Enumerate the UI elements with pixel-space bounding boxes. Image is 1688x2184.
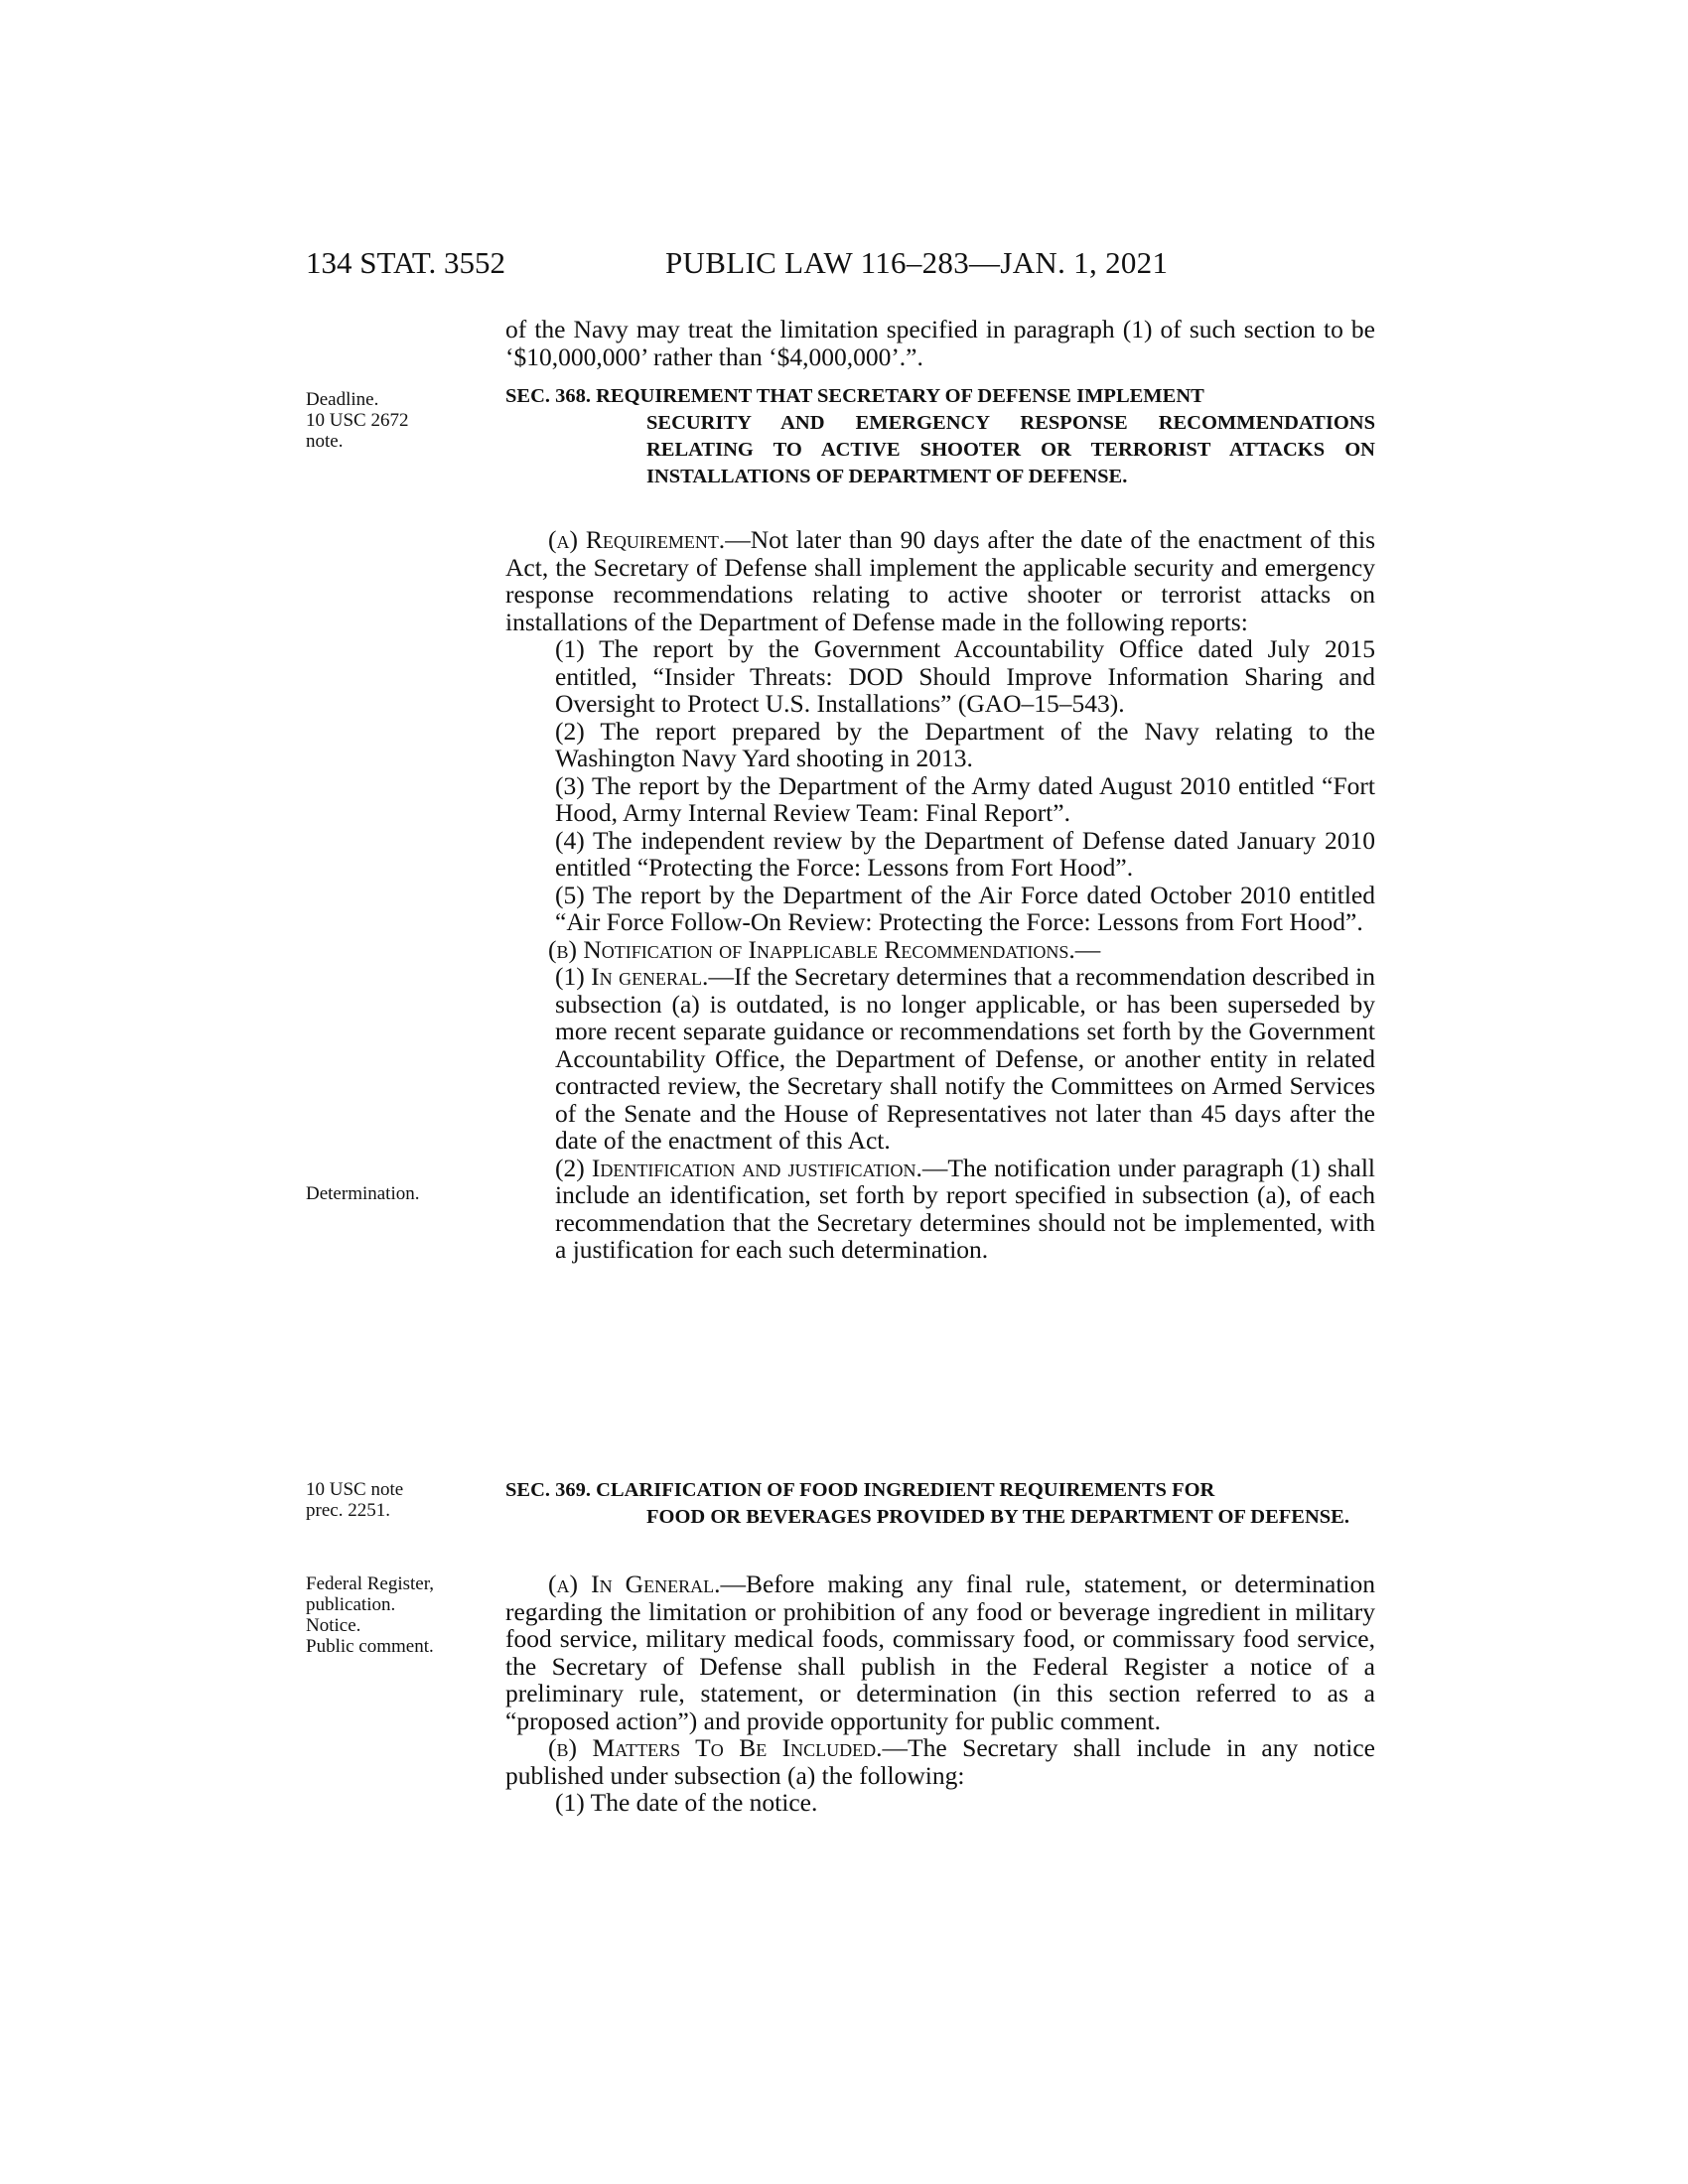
sec-368-item-1: (1) The report by the Government Accountability Office dated July 2015 entitled, “Insider Threats: DOD Should Improve Information Sharing and Oversight to Protect U.S. Installations” (GAO–15–543). xyxy=(555,634,1375,718)
sec-368-b2-label: Identification and justification. xyxy=(591,1153,922,1182)
margin-note-deadline: Deadline. 10 USC 2672 note. xyxy=(306,389,409,452)
margin-note-determination: Determination. xyxy=(306,1183,420,1204)
sec-368-heading-rest: SECURITY AND EMERGENCY RESPONSE RECOMMENDATIONS RELATING TO ACTIVE SHOOTER OR TERRORIST ATTACKS ON INSTALLATIONS OF DEPARTMENT OF DEFENSE. xyxy=(646,412,1375,487)
continuation-block xyxy=(505,316,1375,370)
law-title: PUBLIC LAW 116–283—JAN. 1, 2021 xyxy=(665,245,1169,280)
sec-368-item-4: (4) The independent review by the Department of Defense dated January 2010 entitled “Protecting the Force: Lessons from Fort Hood”. xyxy=(555,825,1375,882)
stat-page-number: 134 STAT. 3552 xyxy=(306,245,506,280)
sec-369-a-label: (a) In General. xyxy=(548,1570,721,1598)
sec-368-b-dash: — xyxy=(1074,934,1101,964)
sec-368-a-label: (a) Requirement. xyxy=(548,525,726,554)
sec-368-b2 xyxy=(505,1155,1375,1264)
sec-369-body xyxy=(505,1570,1375,1817)
sec-368-item-2: (2) The report prepared by the Department of the Navy relating to the Washington Navy Yard shooting in 2013. xyxy=(555,716,1375,772)
sec-369-heading-lead: SEC. 369. CLARIFICATION OF FOOD INGREDIENT REQUIREMENTS FOR xyxy=(505,1479,1215,1501)
sec-368-b1-text: —If the Secretary determines that a recommendation described in subsection (a) is outdated, is no longer applicable, or has been superseded by more recent separate guidance or recommendations set forth by the Government Accountability Office, the Department of Defense, or another entity in related contracted review, the Secretary shall notify the Committees on Armed Services of the Senate and the House of Representatives not later than 45 days after the date of the enactment of this Act. xyxy=(555,962,1376,1155)
sec-369-subsection-b xyxy=(505,1734,1375,1789)
sec-368-item-5: (5) The report by the Department of the Air Force dated October 2010 entitled “Air Force Follow-On Review: Protecting the Force: Lessons from Fort Hood”. xyxy=(555,880,1375,936)
sec-368-b1-label: In general. xyxy=(591,962,709,991)
sec-368-body xyxy=(505,526,1375,1264)
sec-368-heading xyxy=(505,383,1375,490)
sec-369-a-text: —Before making any final rule, statement, or determination regarding the limitation or prohibition of any food or beverage ingredient in military food service, military medical foods, commissary food, or commissary food service, the Secretary of Defense shall publish in the Federal Register a notice of a preliminary rule, statement, or determination (in this section referred to as a “proposed action”) and provide opportunity for public comment. xyxy=(505,1570,1375,1735)
sec-369-item-1: (1) The date of the notice. xyxy=(555,1788,818,1817)
sec-369-b-text: —The Secretary shall include in any notice published under subsection (a) the following: xyxy=(505,1733,1375,1790)
sec-368-subsection-a xyxy=(505,526,1375,635)
continuation-text: of the Navy may treat the limitation specified in paragraph (1) of such section to be ‘$10,000,000’ rather than ‘$4,000,000’.”. xyxy=(505,315,1375,371)
sec-368-b1-num: (1) xyxy=(555,962,592,991)
page-header xyxy=(306,245,1368,285)
margin-note-federal-register: Federal Register, publication. Notice. Public comment. xyxy=(306,1573,435,1657)
sec-368-b2-text: —The notification under paragraph (1) shall include an identification, set forth by report specified in subsection (a), of each recommendation that the Secretary determines should not be implemented, with a justification for each such determination. xyxy=(555,1153,1376,1264)
sec-368-subsection-b xyxy=(505,936,1375,964)
margin-note-usc: 10 USC note prec. 2251. xyxy=(306,1479,404,1521)
sec-368-b1 xyxy=(505,963,1375,1155)
sec-369-subsection-a xyxy=(505,1570,1375,1734)
sec-368-b-label: (b) Notification of Inapplicable Recommendations. xyxy=(548,934,1075,964)
sec-368-a-text: —Not later than 90 days after the date of the enactment of this Act, the Secretary of Defense shall implement the applicable security and emergency response recommendations relating to active shooter or terrorist attacks on installations of the Department of Defense made in the following reports: xyxy=(505,525,1375,636)
sec-368-b2-num: (2) xyxy=(555,1153,592,1182)
sec-368-heading-lead: SEC. 368. REQUIREMENT THAT SECRETARY OF DEFENSE IMPLEMENT xyxy=(505,385,1204,407)
sec-369-heading xyxy=(505,1477,1375,1531)
sec-369-b-label: (b) Matters To Be Included. xyxy=(548,1733,883,1762)
sec-369-heading-rest: FOOD OR BEVERAGES PROVIDED BY THE DEPARTMENT OF DEFENSE. xyxy=(646,1506,1349,1528)
sec-368-item-3: (3) The report by the Department of the Army dated August 2010 entitled “Fort Hood, Army Internal Review Team: Final Report”. xyxy=(555,770,1375,827)
